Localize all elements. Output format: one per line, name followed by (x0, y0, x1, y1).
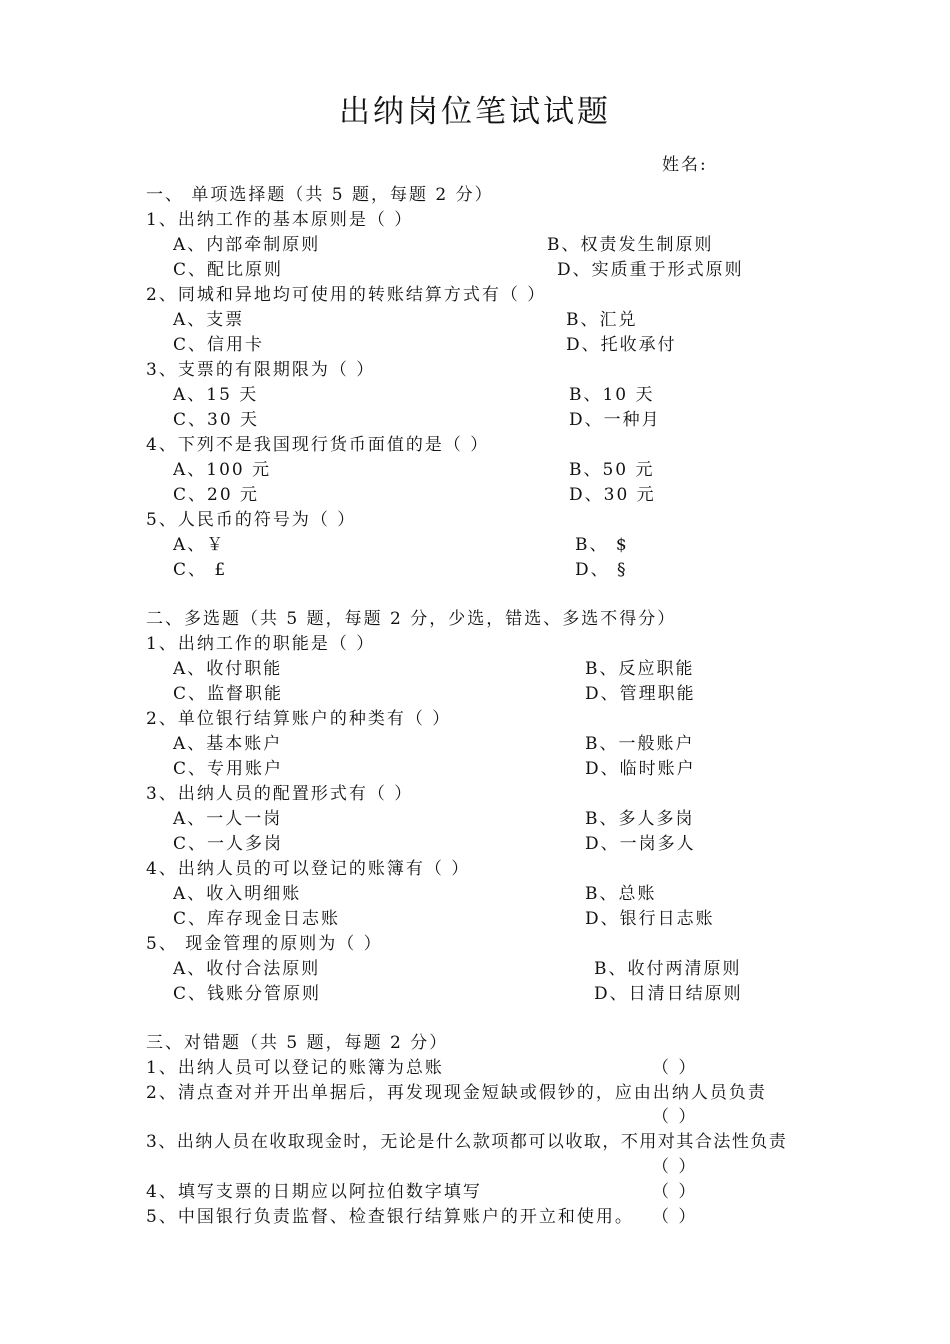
question-1-1: 1、出纳工作的基本原则是（ ） (146, 210, 414, 230)
question-2-2: 2、单位银行结算账户的种类有（ ） (146, 709, 452, 729)
tf-item-5: 5、中国银行负责监督、检查银行结算账户的开立和使用。 (146, 1207, 634, 1227)
option-c: C、配比原则 (173, 260, 284, 280)
option-d: D、30 元 (569, 485, 656, 505)
question-2-3: 3、出纳人员的配置形式有（ ） (146, 784, 414, 804)
answer-parenthesis: （ ） (652, 1207, 698, 1227)
option-b: B、多人多岗 (585, 809, 695, 829)
option-b: B、10 天 (569, 385, 655, 405)
tf-item-1: 1、出纳人员可以登记的账簿为总账 (146, 1058, 444, 1078)
option-a: A、基本账户 (173, 734, 283, 754)
option-b: B、汇兑 (566, 310, 638, 330)
question-1-2: 2、同城和异地均可使用的转账结算方式有（ ） (146, 285, 547, 305)
tf-item-3: 3、出纳人员在收取现金时，无论是什么款项都可以收取，不用对其合法性负责 (146, 1132, 788, 1152)
option-c: C、钱账分管原则 (173, 984, 322, 1004)
option-a: A、一人一岗 (173, 809, 283, 829)
option-b: B、总账 (585, 884, 657, 904)
option-b: B、权责发生制原则 (547, 235, 714, 255)
option-d: D、银行日志账 (585, 909, 715, 929)
option-c: C、20 元 (173, 485, 260, 505)
option-d: D、 § (575, 560, 628, 580)
option-d: D、临时账户 (585, 759, 696, 779)
answer-parenthesis: （ ） (652, 1182, 698, 1202)
option-d: D、一岗多人 (585, 834, 696, 854)
option-a: A、100 元 (173, 460, 272, 480)
option-c: C、一人多岗 (173, 834, 284, 854)
option-b: B、 $ (575, 535, 629, 555)
option-d: D、托收承付 (566, 335, 677, 355)
option-a: A、内部牵制原则 (173, 235, 321, 255)
question-1-3: 3、支票的有限期限为（ ） (146, 360, 376, 380)
option-c: C、 £ (173, 560, 228, 580)
option-b: B、一般账户 (585, 734, 695, 754)
question-2-1: 1、出纳工作的职能是（ ） (146, 634, 376, 654)
section2-header: 二、多选题（共 5 题，每题 2 分，少选，错选、多选不得分） (146, 609, 677, 629)
option-a: A、支票 (173, 310, 245, 330)
section3-header: 三、对错题（共 5 题，每题 2 分） (146, 1033, 449, 1053)
option-a: A、15 天 (173, 385, 259, 405)
option-a: A、￥ (173, 535, 226, 555)
page-title: 出纳岗位笔试试题 (339, 94, 611, 130)
option-d: D、一种月 (569, 410, 661, 430)
question-1-4: 4、下列不是我国现行货币面值的是（ ） (146, 435, 490, 455)
option-d: D、管理职能 (585, 684, 696, 704)
option-a: A、收付职能 (173, 659, 283, 679)
question-2-4: 4、出纳人员的可以登记的账簿有（ ） (146, 859, 471, 879)
question-1-5: 5、人民币的符号为（ ） (146, 510, 357, 530)
answer-parenthesis: （ ） (652, 1107, 698, 1127)
tf-item-2: 2、清点查对并开出单据后，再发现现金短缺或假钞的，应由出纳人员负责 (146, 1083, 767, 1103)
option-c: C、监督职能 (173, 684, 284, 704)
question-2-5: 5、 现金管理的原则为（ ） (146, 934, 383, 954)
option-b: B、50 元 (569, 460, 655, 480)
answer-parenthesis: （ ） (652, 1058, 698, 1078)
section1-header: 一、 单项选择题（共 5 题，每题 2 分） (146, 185, 494, 205)
option-c: C、专用账户 (173, 759, 284, 779)
name-label: 姓名: (662, 155, 708, 175)
answer-parenthesis: （ ） (652, 1157, 698, 1177)
option-b: B、反应职能 (585, 659, 695, 679)
option-d: D、实质重于形式原则 (557, 260, 744, 280)
option-a: A、收入明细账 (173, 884, 302, 904)
option-c: C、信用卡 (173, 335, 265, 355)
option-c: C、30 天 (173, 410, 260, 430)
option-d: D、日清日结原则 (594, 984, 743, 1004)
option-a: A、收付合法原则 (173, 959, 321, 979)
option-b: B、收付两清原则 (594, 959, 742, 979)
option-c: C、库存现金日志账 (173, 909, 341, 929)
tf-item-4: 4、填写支票的日期应以阿拉伯数字填写 (146, 1182, 482, 1202)
